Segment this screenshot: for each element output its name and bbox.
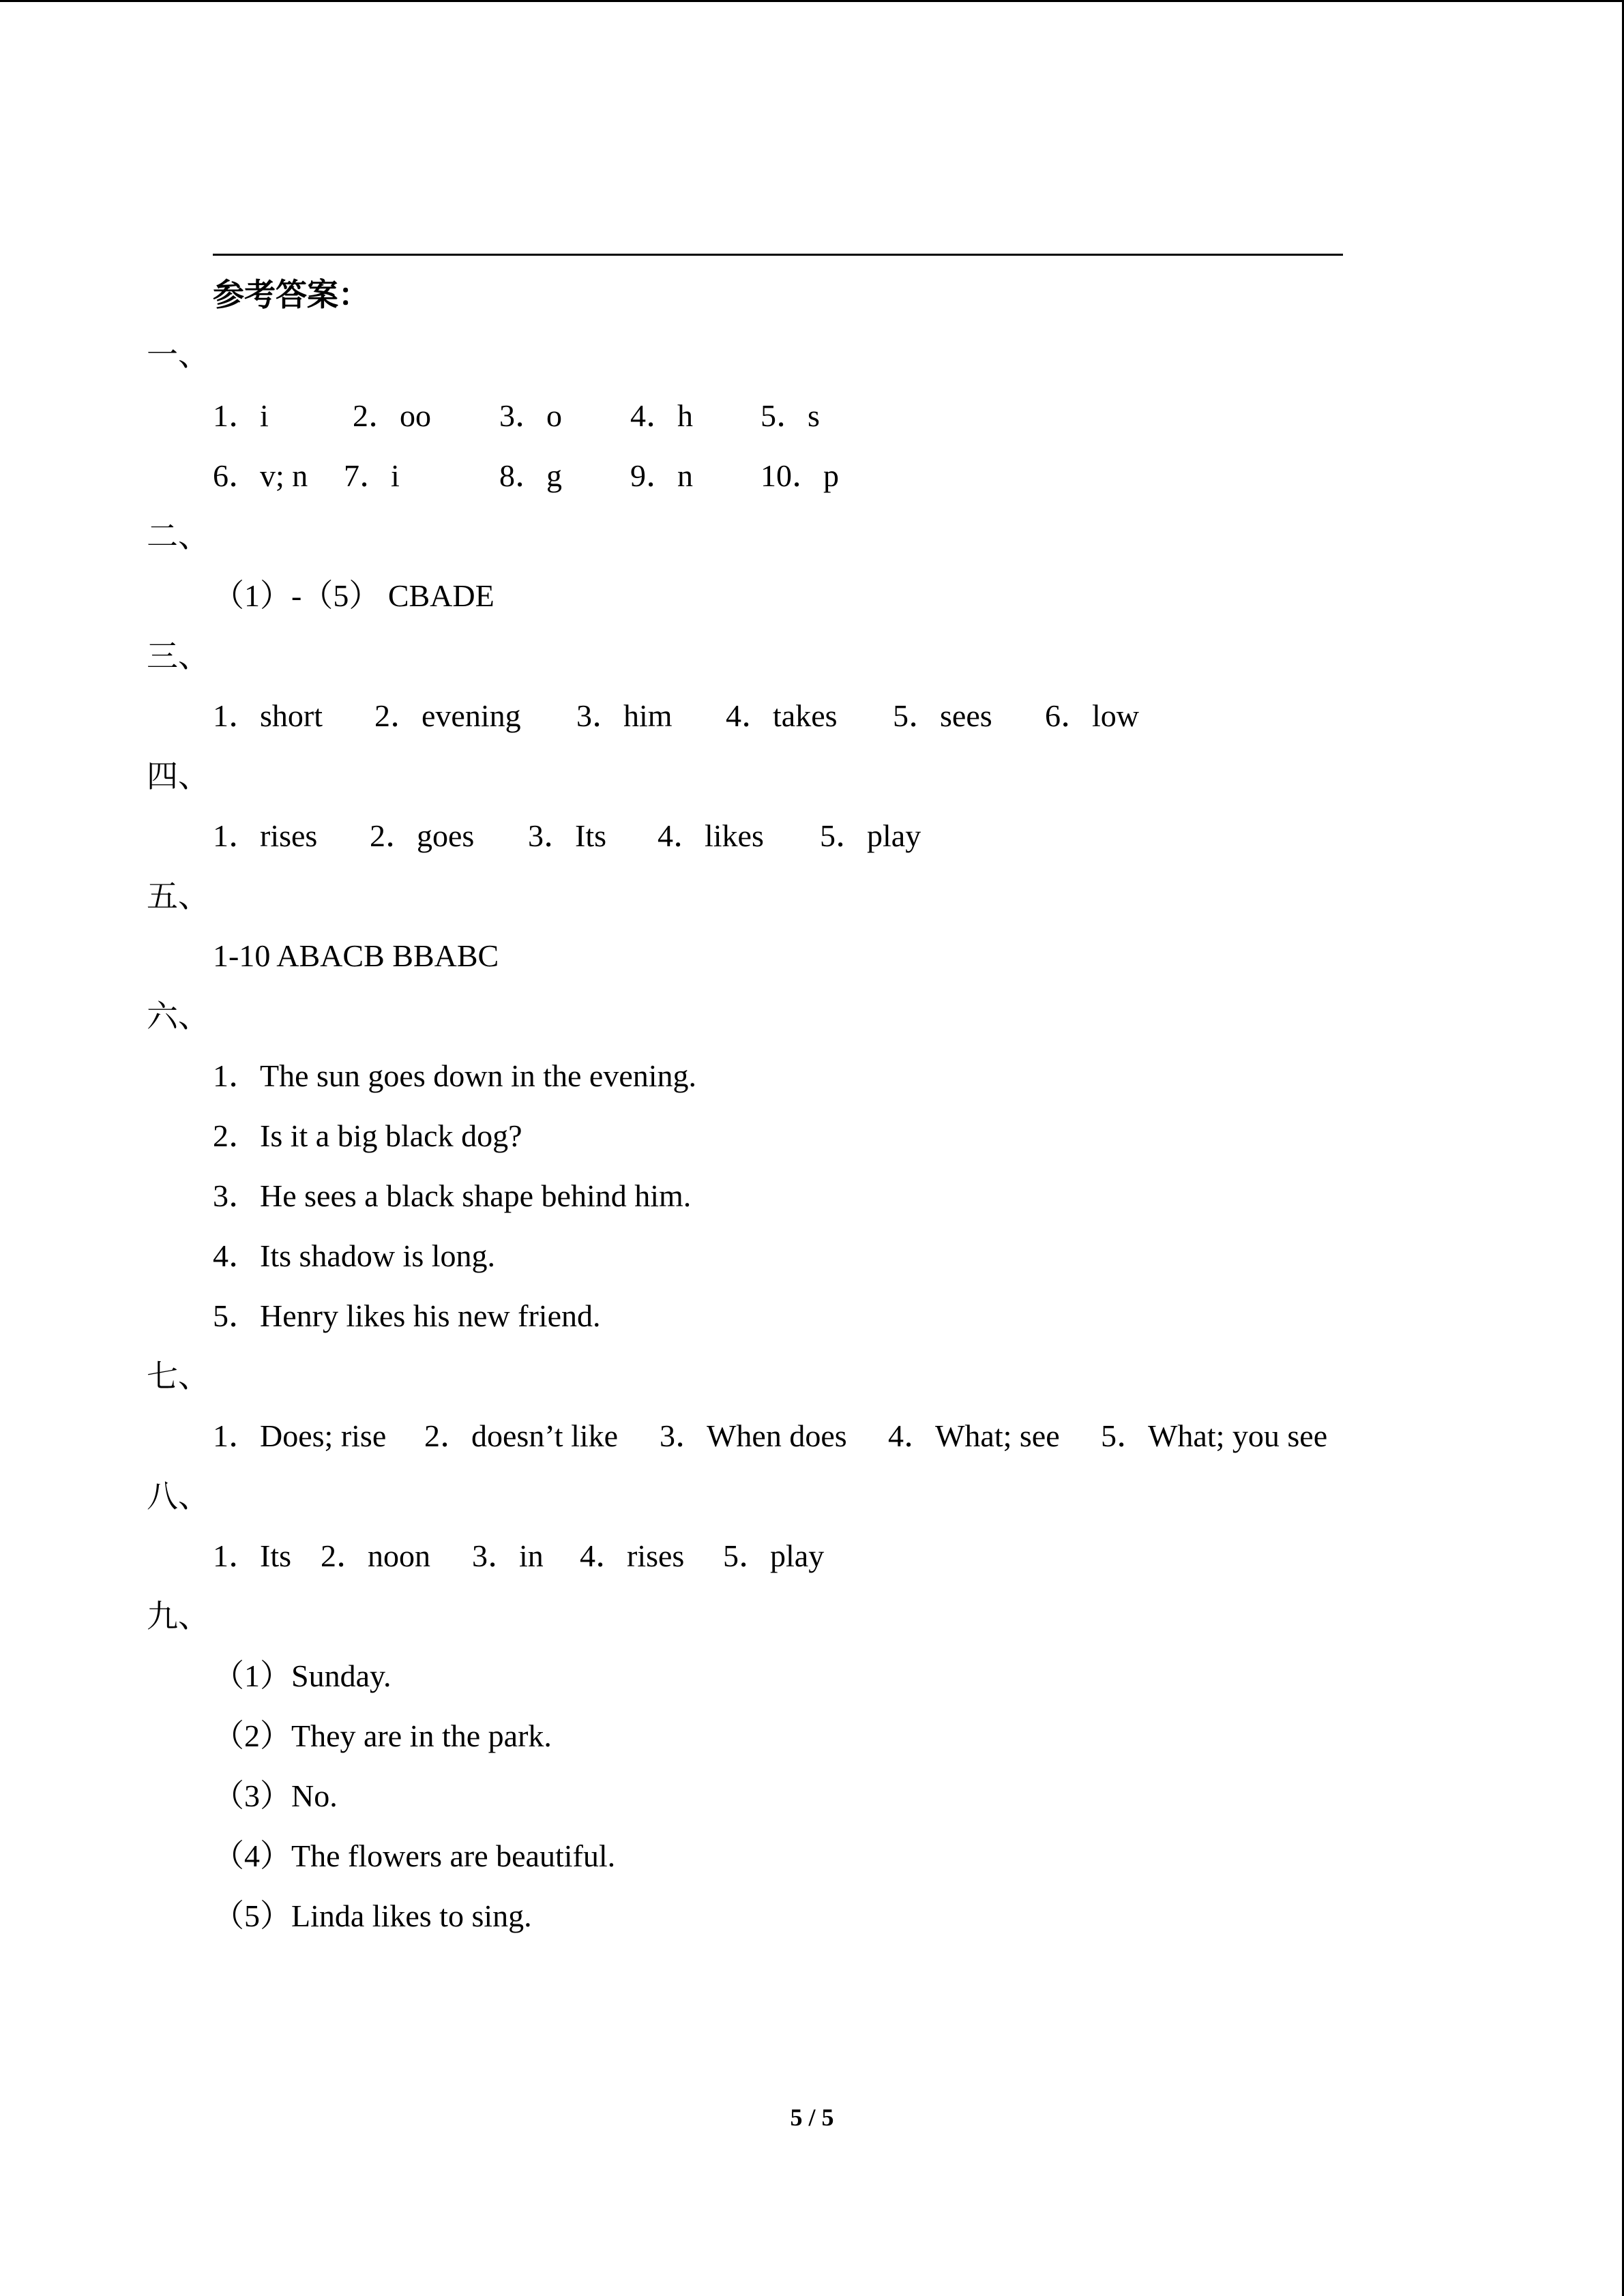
answer-item: 2．goes: [370, 818, 475, 853]
section-6-label: 六、: [147, 998, 209, 1034]
section-2-label: 二、: [147, 518, 209, 554]
answer-item: 4．takes: [726, 698, 838, 733]
answer-item: 10．p: [761, 458, 839, 493]
answer-item: 4．rises: [580, 1538, 685, 1573]
section-5-line: 1-10 ABACB BBABC: [213, 938, 499, 973]
answer-item: 4．likes: [658, 818, 764, 853]
answer-item: 5．play: [820, 818, 921, 853]
answer-item: 3．o: [499, 398, 562, 433]
answer-item: 5．sees: [893, 698, 992, 733]
answer-item: 2．oo: [353, 398, 431, 433]
answer-item: 6．low: [1045, 698, 1139, 733]
header-rule: [213, 254, 1343, 256]
answer-item: 5．play: [723, 1538, 825, 1573]
section-8-label: 八、: [147, 1478, 209, 1515]
section-6-line-1: 1．The sun goes down in the evening.: [213, 1058, 697, 1093]
section-1-label: 一、: [147, 336, 209, 373]
answer-item: 3．Its: [528, 818, 606, 853]
answer-item: 5．s: [761, 398, 820, 433]
section-9-label: 九、: [147, 1598, 209, 1635]
answer-item: 2．doesn’t like: [424, 1418, 619, 1453]
section-9-line-2: （2）They are in the park.: [213, 1718, 552, 1753]
section-9-line-4: （4）The flowers are beautiful.: [213, 1838, 616, 1873]
answer-item: 1．rises: [213, 818, 318, 853]
answer-item: 4．h: [630, 398, 693, 433]
section-6-line-3: 3．He sees a black shape behind him.: [213, 1178, 692, 1213]
answer-item: 2．noon: [321, 1538, 430, 1573]
answer-item: 1．Its: [213, 1538, 291, 1573]
section-2-line: （1）-（5） CBADE: [213, 578, 494, 613]
section-6-line-2: 2．Is it a big black dog?: [213, 1118, 522, 1153]
answer-item: 2．evening: [374, 698, 521, 733]
page-border-top: [0, 0, 1624, 2]
answer-item: 3．him: [576, 698, 673, 733]
section-5-label: 五、: [147, 878, 209, 914]
page-number: 5 / 5: [790, 2104, 834, 2131]
section-9-line-3: （3）No.: [213, 1778, 338, 1813]
section-9-line-5: （5）Linda likes to sing.: [213, 1898, 532, 1933]
section-4-label: 四、: [147, 758, 209, 794]
section-6-line-4: 4．Its shadow is long.: [213, 1238, 495, 1273]
section-9-line-1: （1）Sunday.: [213, 1658, 392, 1693]
answer-item: 1．Does; rise: [213, 1418, 387, 1453]
section-3-label: 三、: [147, 638, 209, 674]
answer-item: 9．n: [630, 458, 693, 493]
answer-item: 8．g: [499, 458, 562, 493]
answer-item: 1．short: [213, 698, 323, 733]
answer-item: 1．i: [213, 398, 269, 433]
section-6-line-5: 5．Henry likes his new friend.: [213, 1298, 601, 1333]
answer-item: 4．What; see: [888, 1418, 1060, 1453]
answer-item: 3．in: [472, 1538, 544, 1573]
answer-item: 5．What; you see: [1101, 1418, 1328, 1453]
answer-item: 7．i: [344, 458, 400, 493]
answer-item: 3．When does: [660, 1418, 847, 1453]
section-7-label: 七、: [147, 1358, 209, 1395]
answer-key-heading: 参考答案：: [213, 276, 370, 313]
answer-item: 6．v; n: [213, 458, 308, 493]
